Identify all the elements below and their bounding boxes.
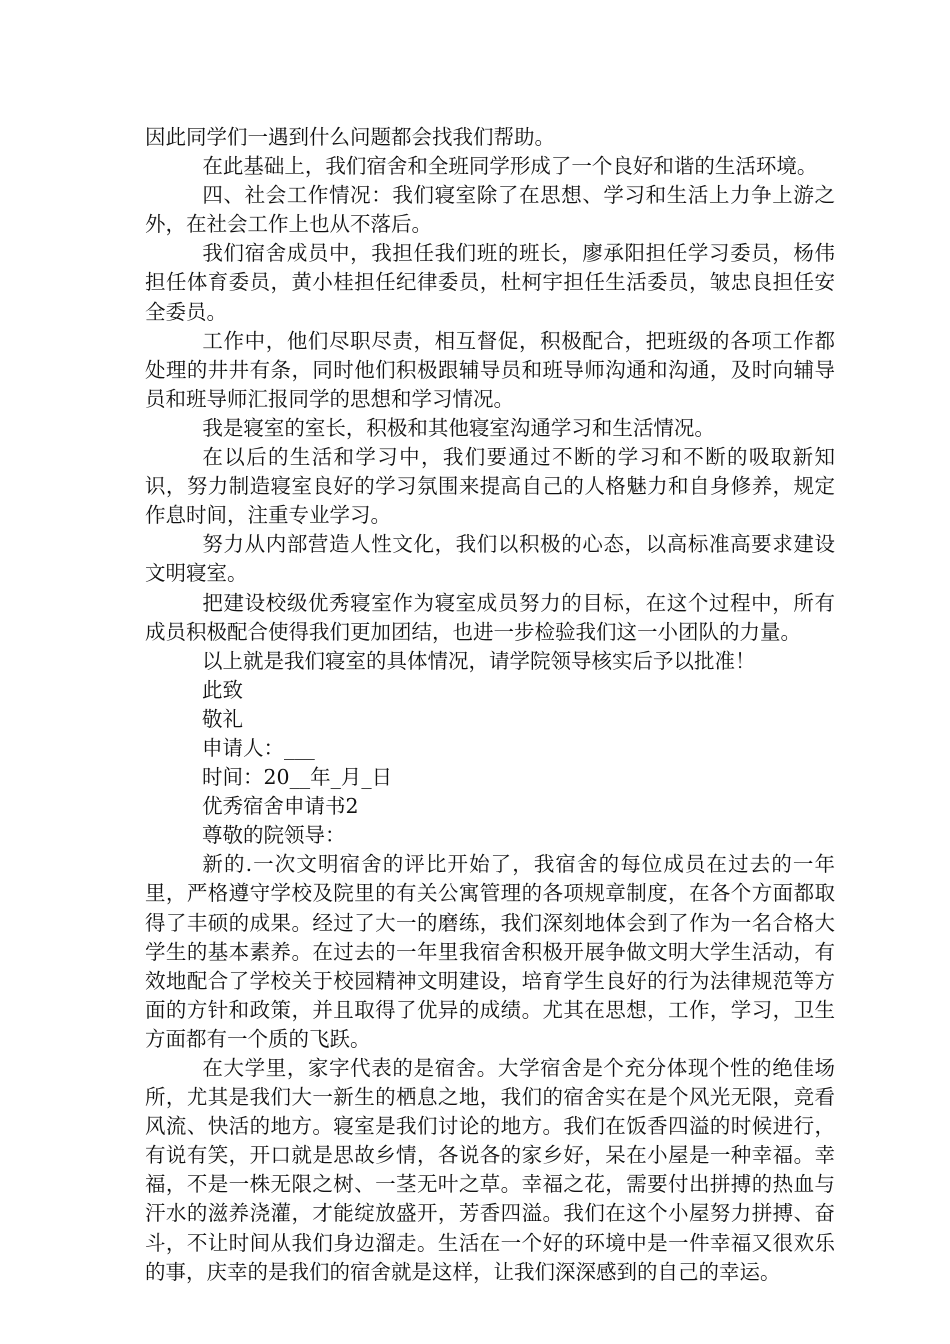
paragraph-2: 在此基础上，我们宿舍和全班同学形成了一个良好和谐的生活环境。 [202,154,818,179]
paragraph-18: 在大学里，家字代表的是宿舍。大学宿舍是个充分体现个性的绝佳场所，尤其是我们大一新生的栖息之地，我们的宿舍实在是个风光无限，竞看风流、快活的地方。寝室是我们讨论的地方。我们在饭香四溢的时候进行，有说有笑，开口就是思故乡情，各说各的家乡好，呆在小屋是一种幸福。幸福，不是一株无限之树、一茎无叶之草。幸福之花，需要付出拼搏的热血与汗水的滋养浇灌，才能绽放盛开，芳香四溢。我们在这个小屋努力拼搏、奋斗，不让时间从我们身边溜走。生活在一个好的环境中是一件幸福又很欢乐的事，庆幸的是我们的宿舍就是这样，让我们深深感到的自己的幸运。 [145,1056,835,1284]
paragraph-1: 因此同学们一遇到什么问题都会找我们帮助。 [145,125,555,149]
section-title: 优秀宿舍申请书2 [202,794,359,819]
closing-request: 以上就是我们寝室的具体情况，请学院领导核实后予以批准！ [202,648,756,673]
paragraph-3: 四、社会工作情况：我们寝室除了在思想、学习和生活上力争上游之外，在社会工作上也从不落后。 [145,183,835,237]
date-line: 时间：20__年_月_日 [202,765,393,790]
paragraph-8: 努力从内部营造人性文化，我们以积极的心态，以高标准高要求建设文明寝室。 [145,532,835,586]
salutation-zhizhi: 此致 [202,677,243,702]
paragraph-6: 我是寝室的室长，积极和其他寝室沟通学习和生活情况。 [202,415,715,440]
greeting-line: 尊敬的院领导： [202,823,346,848]
paragraph-9: 把建设校级优秀寝室作为寝室成员努力的目标，在这个过程中，所有成员积极配合使得我们更加团结，也进一步检验我们这一小团队的力量。 [145,590,835,644]
paragraph-5: 工作中，他们尽职尽责，相互督促，积极配合，把班级的各项工作都处理的井井有条，同时他们积极跟辅导员和班导师沟通和沟通，及时向辅导员和班导师汇报同学的思想和学习情况。 [145,328,835,411]
document-body [145,123,835,1287]
paragraph-17: 新的.一次文明宿舍的评比开始了，我宿舍的每位成员在过去的一年里，严格遵守学校及院里的有关公寓管理的各项规章制度，在各个方面都取得了丰硕的成果。经过了大一的磨练，我们深刻地体会到了作为一名合格大学生的基本素养。在过去的一年里我宿舍积极开展争做文明大学生活动，有效地配合了学校关于校园精神文明建设，培育学生良好的行为法律规范等方面的方针和政策，并且取得了优异的成绩。尤其在思想，工作，学习，卫生方面都有一个质的飞跃。 [145,852,835,1051]
salutation-jingli: 敬礼 [202,706,243,731]
paragraph-4: 我们宿舍成员中，我担任我们班的班长，廖承阳担任学习委员，杨伟担任体育委员，黄小桂担任纪律委员，杜柯宇担任生活委员，皱忠良担任安全委员。 [145,241,835,324]
paragraph-7: 在以后的生活和学习中，我们要通过不断的学习和不断的吸取新知识，努力制造寝室良好的学习氛围来提高自己的人格魅力和自身修养，规定作息时间，注重专业学习。 [145,445,835,528]
applicant-line: 申请人：___ [202,735,315,760]
